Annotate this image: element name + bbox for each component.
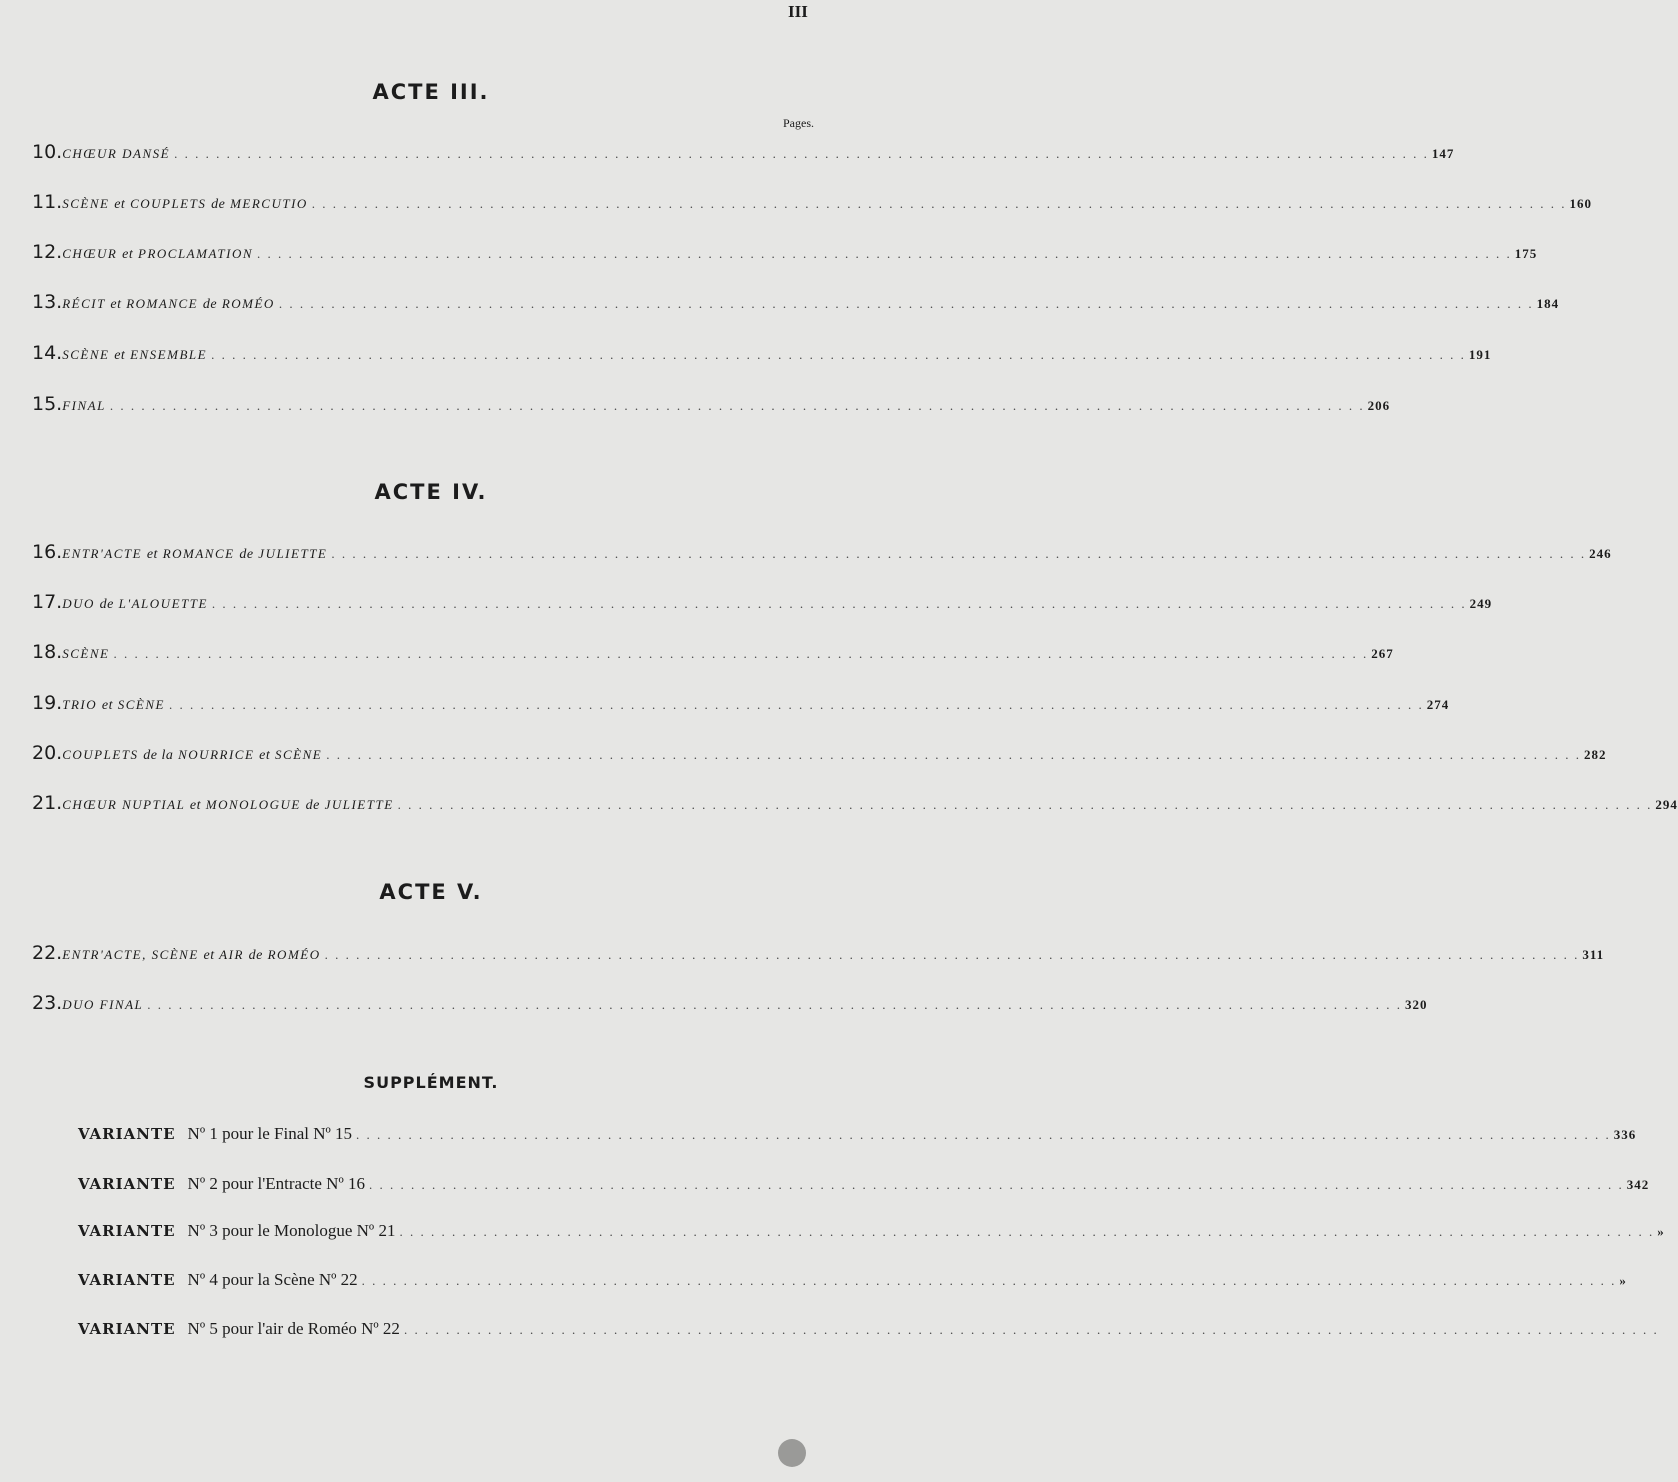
variant-description: Nº 3 pour le Monologue Nº 21: [187, 1221, 396, 1240]
entry-title-part: de: [99, 597, 114, 612]
dot-leader: . . . . . . . . . . . . . . . . . . . . . . . . . . . . . . . . . . . . . . . . . . . . . . . . . . . . . . . . . . . . . . . . . . . . . . . . . . . . . . . . . . . . . . . . . . . . . . . . . . . . . . . . . . . . . . . . . . . . . . . .: [326, 747, 1581, 762]
variant-entry: [78, 1270, 1627, 1296]
act-title: ACTE III.: [372, 80, 490, 104]
entry-number: 11.: [32, 191, 63, 213]
entry-title: [62, 296, 279, 313]
entry-title-part: JULIETTE: [253, 546, 328, 561]
supplement-title: SUPPLÉMENT.: [363, 1073, 499, 1092]
entry-title-part: L'ALOUETTE: [113, 596, 208, 611]
entry-title: [62, 398, 110, 414]
entry-page: 206: [1367, 398, 1391, 413]
entry-title-part: ROMÉO: [217, 296, 275, 311]
entry-title-part: MONOLOGUE: [200, 797, 306, 812]
entry-title-part: ROMÉO: [262, 947, 321, 962]
toc-entry: [32, 692, 1450, 718]
entry-page: 311: [1582, 947, 1605, 962]
toc-entry: [32, 191, 1593, 217]
entry-title-part: FINAL: [62, 398, 106, 413]
entry-title-part: ROMANCE: [121, 296, 203, 311]
entry-title-part: de: [239, 547, 254, 562]
dot-leader: . . . . . . . . . . . . . . . . . . . . . . . . . . . . . . . . . . . . . . . . . . . . . . . . . . . . . . . . . . . . . . . . . . . . . . . . . . . . . . . . . . . . . . . . . . . . . . . . . . . . . . . . . . . . . . . . . . . . . . . .: [311, 196, 1567, 211]
variant-entry: [78, 1319, 1659, 1345]
entry-page: 160: [1569, 196, 1593, 211]
entry-number: 18.: [32, 641, 63, 663]
dot-leader: . . . . . . . . . . . . . . . . . . . . . . . . . . . . . . . . . . . . . . . . . . . . . . . . . . . . . . . . . . . . . . . . . . . . . . . . . . . . . . . . . . . . . . . . . . . . . . . . . . . . . . . . . . . . . . . . . . . . . . . .: [331, 546, 1587, 561]
entry-title-part: RÉCIT: [62, 296, 111, 311]
variant-label: VARIANTE: [78, 1222, 176, 1240]
entry-title-part: ENSEMBLE: [125, 347, 208, 362]
entry-title-part: et: [114, 197, 126, 212]
entry-title: [62, 697, 169, 714]
dot-leader: . . . . . . . . . . . . . . . . . . . . . . . . . . . . . . . . . . . . . . . . . . . . . . . . . . . . . . . . . . . . . . . . . . . . . . . . . . . . . . . . . . . . . . . . . . . . . . . . . . . . . . . . . . . . . . . . . . . . . . . .: [399, 1224, 1655, 1239]
dot-leader: . . . . . . . . . . . . . . . . . . . . . . . . . . . . . . . . . . . . . . . . . . . . . . . . . . . . . . . . . . . . . . . . . . . . . . . . . . . . . . . . . . . . . . . . . . . . . . . . . . . . . . . . . . . . . . . . . . . . . . . .: [397, 797, 1653, 812]
variant-description: Nº 5 pour l'air de Roméo Nº 22: [187, 1319, 400, 1338]
entry-page: 282: [1584, 747, 1607, 762]
entry-title-part: JULIETTE: [319, 797, 394, 812]
entry-number: 14.: [32, 342, 63, 364]
entry-title: [62, 347, 211, 364]
entry-title-part: et: [203, 948, 215, 963]
entry-page: 320: [1405, 997, 1428, 1012]
dot-leader: . . . . . . . . . . . . . . . . . . . . . . . . . . . . . . . . . . . . . . . . . . . . . . . . . . . . . . . . . . . . . . . . . . . . . . . . . . . . . . . . . . . . . . . . . . . . . . . . . . . . . . . . . . . . . . . . . . . . . . . .: [174, 146, 1429, 161]
toc-entry: [32, 141, 1455, 167]
entry-number: 15.: [32, 393, 63, 415]
entry-title-part: et: [259, 748, 271, 763]
entry-title: [62, 146, 174, 162]
entry-page: 184: [1536, 296, 1560, 311]
dot-leader: . . . . . . . . . . . . . . . . . . . . . . . . . . . . . . . . . . . . . . . . . . . . . . . . . . . . . . . . . . . . . . . . . . . . . . . . . . . . . . . . . . . . . . . . . . . . . . . . . . . . . . . . . . . . . . . . . . . . . . . .: [113, 646, 1369, 661]
variant-entry: [78, 1124, 1637, 1150]
variant-description: Nº 4 pour la Scène Nº 22: [187, 1270, 358, 1289]
entry-title-part: DUO FINAL: [62, 997, 144, 1012]
entry-title-part: SCÈNE: [270, 747, 323, 762]
entry-title-part: et: [122, 247, 134, 262]
toc-entry: [32, 641, 1394, 667]
entry-title: [62, 546, 331, 563]
entry-number: 13.: [32, 291, 63, 313]
entry-page: 147: [1431, 146, 1455, 161]
entry-number: 23.: [32, 992, 63, 1014]
ink-stain: [778, 1439, 806, 1467]
toc-entry: [32, 393, 1391, 419]
entry-title-part: SCÈNE: [62, 196, 115, 211]
toc-entry: [32, 342, 1492, 368]
dot-leader: . . . . . . . . . . . . . . . . . . . . . . . . . . . . . . . . . . . . . . . . . . . . . . . . . . . . . . . . . . . . . . . . . . . . . . . . . . . . . . . . . . . . . . . . . . . . . . . . . . . . . . . . . . . . . . . . . . . . . . . .: [356, 1127, 1611, 1142]
variant-label: VARIANTE: [78, 1320, 176, 1338]
entry-title: [62, 947, 324, 964]
entry-title-part: ROMANCE: [157, 546, 240, 561]
entry-title-part: et: [101, 698, 113, 713]
variant-entry: [78, 1221, 1665, 1247]
dot-leader: . . . . . . . . . . . . . . . . . . . . . . . . . . . . . . . . . . . . . . . . . . . . . . . . . . . . . . . . . . . . . . . . . . . . . . . . . . . . . . . . . . . . . . . . . . . . . . . . . . . . . . . . . . . . . . . . . . . . . . . .: [168, 697, 1424, 712]
toc-entry: [32, 742, 1607, 768]
entry-page: 246: [1589, 546, 1612, 561]
entry-page: 191: [1468, 347, 1492, 362]
entry-title: [62, 196, 312, 213]
dot-leader: . . . . . . . . . . . . . . . . . . . . . . . . . . . . . . . . . . . . . . . . . . . . . . . . . . . . . . . . . . . . . . . . . . . . . . . . . . . . . . . . . . . . . . . . . . . . . . . . . . . . . . . . . . . . . . . . . . . . . . . .: [403, 1322, 1659, 1337]
entry-title-part: de: [202, 297, 218, 312]
entry-title-part: AIR: [214, 947, 249, 962]
toc-entry: [32, 942, 1605, 968]
toc-entry: [32, 241, 1538, 267]
entry-number: 16.: [32, 541, 63, 563]
variant-page: »: [1619, 1273, 1627, 1288]
toc-entry: [32, 541, 1612, 567]
dot-leader: . . . . . . . . . . . . . . . . . . . . . . . . . . . . . . . . . . . . . . . . . . . . . . . . . . . . . . . . . . . . . . . . . . . . . . . . . . . . . . . . . . . . . . . . . . . . . . . . . . . . . . . . . . . . . . . . . . . . . . . .: [278, 296, 1534, 311]
entry-number: 22.: [32, 942, 63, 964]
entry-title-part: de: [248, 948, 263, 963]
entry-title: [62, 747, 326, 764]
page-number: III: [788, 2, 808, 21]
entry-title-part: ENTR'ACTE: [62, 546, 147, 561]
entry-number: 17.: [32, 591, 63, 613]
entry-number: 21.: [32, 792, 63, 814]
dot-leader: . . . . . . . . . . . . . . . . . . . . . . . . . . . . . . . . . . . . . . . . . . . . . . . . . . . . . . . . . . . . . . . . . . . . . . . . . . . . . . . . . . . . . . . . . . . . . . . . . . . . . . . . . . . . . . . . . . . . . . . .: [147, 997, 1402, 1012]
entry-number: 10.: [32, 141, 63, 163]
variant-label: VARIANTE: [78, 1271, 176, 1289]
dot-leader: . . . . . . . . . . . . . . . . . . . . . . . . . . . . . . . . . . . . . . . . . . . . . . . . . . . . . . . . . . . . . . . . . . . . . . . . . . . . . . . . . . . . . . . . . . . . . . . . . . . . . . . . . . . . . . . . . . . . . . . .: [109, 398, 1365, 413]
variant-label: VARIANTE: [78, 1175, 176, 1193]
variant-page: 342: [1626, 1177, 1650, 1192]
entry-title-part: DUO: [62, 596, 100, 611]
dot-leader: . . . . . . . . . . . . . . . . . . . . . . . . . . . . . . . . . . . . . . . . . . . . . . . . . . . . . . . . . . . . . . . . . . . . . . . . . . . . . . . . . . . . . . . . . . . . . . . . . . . . . . . . . . . . . . . . . . . . . . . .: [211, 596, 1467, 611]
entry-title-part: CHŒUR DANSÉ: [62, 146, 171, 161]
entry-title-part: TRIO: [62, 697, 102, 712]
toc-entry: [32, 591, 1493, 617]
entry-title-part: SCÈNE: [62, 347, 115, 362]
variant-label: VARIANTE: [78, 1125, 176, 1143]
entry-page: 274: [1426, 697, 1450, 712]
dot-leader: . . . . . . . . . . . . . . . . . . . . . . . . . . . . . . . . . . . . . . . . . . . . . . . . . . . . . . . . . . . . . . . . . . . . . . . . . . . . . . . . . . . . . . . . . . . . . . . . . . . . . . . . . . . . . . . . . . . . . . . .: [324, 947, 1580, 962]
toc-entry: [32, 291, 1560, 317]
entry-page: 175: [1514, 246, 1538, 261]
entry-title-part: COUPLETS: [125, 196, 212, 211]
entry-title-part: NOURRICE: [173, 747, 260, 762]
variant-page: 336: [1613, 1127, 1637, 1142]
dot-leader: . . . . . . . . . . . . . . . . . . . . . . . . . . . . . . . . . . . . . . . . . . . . . . . . . . . . . . . . . . . . . . . . . . . . . . . . . . . . . . . . . . . . . . . . . . . . . . . . . . . . . . . . . . . . . . . . . . . . . . . .: [361, 1273, 1617, 1288]
dot-leader: . . . . . . . . . . . . . . . . . . . . . . . . . . . . . . . . . . . . . . . . . . . . . . . . . . . . . . . . . . . . . . . . . . . . . . . . . . . . . . . . . . . . . . . . . . . . . . . . . . . . . . . . . . . . . . . . . . . . . . . .: [257, 246, 1512, 261]
dot-leader: . . . . . . . . . . . . . . . . . . . . . . . . . . . . . . . . . . . . . . . . . . . . . . . . . . . . . . . . . . . . . . . . . . . . . . . . . . . . . . . . . . . . . . . . . . . . . . . . . . . . . . . . . . . . . . . . . . . . . . . .: [368, 1177, 1624, 1192]
dot-leader: . . . . . . . . . . . . . . . . . . . . . . . . . . . . . . . . . . . . . . . . . . . . . . . . . . . . . . . . . . . . . . . . . . . . . . . . . . . . . . . . . . . . . . . . . . . . . . . . . . . . . . . . . . . . . . . . . . . . . . . .: [211, 347, 1466, 362]
entry-title: [62, 997, 147, 1013]
entry-title-part: ENTR'ACTE, SCÈNE: [62, 947, 204, 962]
entry-title: [62, 246, 257, 263]
entry-title-part: et: [189, 798, 201, 813]
entry-title-part: et: [110, 297, 122, 312]
entry-page: 267: [1371, 646, 1394, 661]
variant-description: Nº 1 pour le Final Nº 15: [187, 1124, 353, 1143]
entry-page: 249: [1469, 596, 1493, 611]
variant-page: »: [1657, 1224, 1665, 1239]
toc-entry: [32, 792, 1678, 818]
pages-column-label: Pages.: [783, 116, 814, 130]
entry-title: [62, 646, 113, 662]
entry-number: 19.: [32, 692, 63, 714]
act-title: ACTE IV.: [374, 480, 488, 504]
entry-title-part: PROCLAMATION: [133, 246, 254, 261]
entry-title-part: MERCUTIO: [225, 196, 308, 211]
variant-entry: [78, 1174, 1650, 1200]
entry-title-part: de la: [143, 748, 174, 763]
entry-title-part: et: [114, 348, 126, 363]
entry-title-part: SCÈNE: [62, 646, 110, 661]
entry-title: [62, 797, 397, 814]
entry-number: 12.: [32, 241, 63, 263]
entry-page: 294: [1655, 797, 1678, 812]
entry-number: 20.: [32, 742, 63, 764]
variant-description: Nº 2 pour l'Entracte Nº 16: [187, 1174, 365, 1193]
entry-title-part: et: [146, 547, 158, 562]
entry-title-part: de: [211, 197, 226, 212]
act-title: ACTE V.: [379, 880, 483, 904]
entry-title-part: COUPLETS: [62, 747, 144, 762]
entry-title-part: de: [305, 798, 320, 813]
entry-title: [62, 596, 212, 613]
entry-title-part: SCÈNE: [112, 697, 165, 712]
toc-entry: [32, 992, 1428, 1018]
entry-title-part: CHŒUR NUPTIAL: [62, 797, 190, 812]
entry-title-part: CHŒUR: [62, 246, 123, 261]
